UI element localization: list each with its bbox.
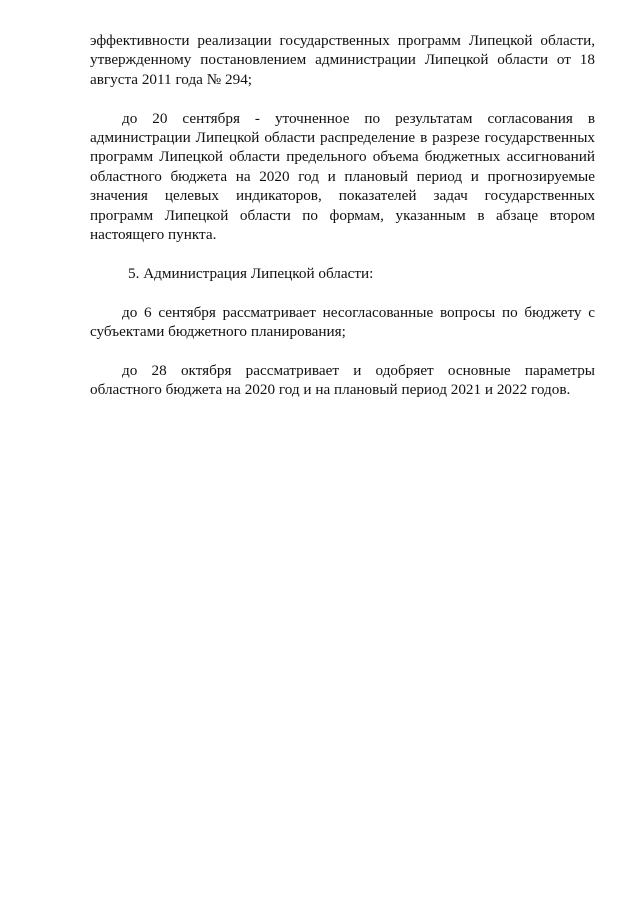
paragraph-deadline-september-6: до 6 сентября рассматривает несогласованные вопросы по бюджету с субъектами бюджетного планирования; — [90, 303, 595, 341]
paragraph-deadline-october-28: до 28 октября рассматривает и одобряет основные параметры областного бюджета на 2020 год и на плановый период 2021 и 2022 годов. — [90, 361, 595, 399]
paragraph-continuation: эффективности реализации государственных программ Липецкой области, утвержденному постановлением администрации Липецкой области от 18 августа 2011 года № 294; — [90, 32, 595, 88]
paragraph-deadline-september-20: до 20 сентября - уточненное по результатам согласования в администрации Липецкой области распределение в разрезе государственных программ Липецкой области предельного объема бюджетных ассигнований областного бюджета на 2020 год и плановый период и прогнозируемые значения целевых индикаторов, показателей задач государственных программ Липецкой области по формам, указанным в абзаце втором настоящего пункта. — [90, 109, 595, 244]
document-page — [90, 31, 595, 419]
section-heading-item-5: 5. Администрация Липецкой области: — [128, 264, 374, 282]
